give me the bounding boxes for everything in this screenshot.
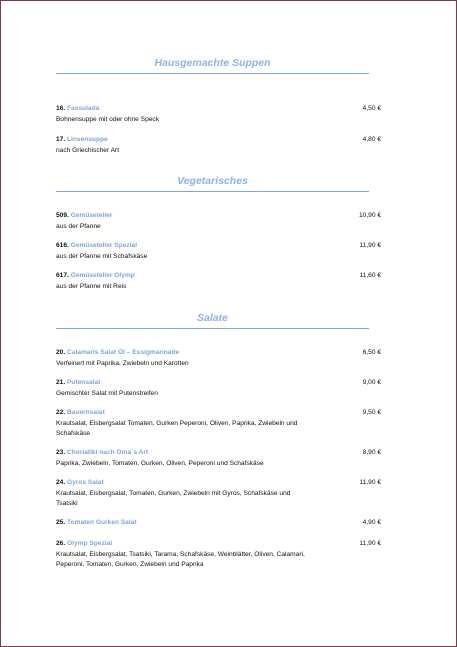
item-name: Bauernsalat	[67, 409, 105, 416]
item-number: 23.	[56, 449, 66, 456]
item-price: 9,00 €	[362, 379, 381, 386]
item-price: 11,60 €	[359, 272, 381, 279]
item-price: 8,90 €	[362, 449, 381, 456]
menu-item	[56, 518, 381, 529]
item-name: Choriatiki nach Oma´s Art	[67, 449, 149, 456]
section-divider	[56, 328, 369, 329]
item-description: aus der Pfanne mit Schafskäse	[56, 252, 148, 260]
item-price: 10,90 €	[359, 212, 381, 219]
menu-item	[56, 539, 381, 571]
item-name: Gemüseteller Olymp	[70, 272, 135, 279]
item-name: Putensalat	[67, 379, 101, 386]
item-price: 4,80 €	[362, 136, 381, 143]
item-number: 509.	[56, 212, 69, 219]
item-price: 4,90 €	[362, 519, 381, 526]
item-name: Gemüseteller	[70, 212, 113, 219]
menu-item	[56, 408, 381, 440]
item-description: aus der Pfanne	[56, 222, 101, 230]
item-name: Fassulada	[67, 105, 100, 112]
item-name: Gemüseteller Spezial	[70, 242, 138, 249]
item-number: 616.	[56, 242, 69, 249]
menu-item	[56, 104, 381, 125]
item-name: Calamaris Salat Öl – Essigmarinade	[67, 349, 180, 356]
item-price: 11,90 €	[359, 540, 381, 547]
item-number: 617.	[56, 272, 69, 279]
item-name: Linsensuppe	[67, 136, 108, 143]
item-number: 17.	[56, 136, 66, 143]
menu-item	[56, 348, 381, 369]
item-name: Olymp Spezial	[67, 540, 113, 547]
section-title-salate: Salate	[197, 312, 228, 324]
section-title-suppen: Hausgemachte Suppen	[154, 57, 271, 69]
item-description: Krautsalat, Eisbergsalat, Tomaten, Gurken, Zwiebeln mit Gyros, Schafskäse und Tsatsiki	[56, 489, 291, 507]
menu-item	[56, 448, 381, 469]
item-name: Gyros Salat	[67, 479, 104, 486]
item-description: nach Griechischer Art	[56, 146, 120, 154]
item-description: Gemischter Salat mit Putenstreifen	[56, 389, 158, 397]
item-number: 21.	[56, 379, 66, 386]
item-price: 11,90 €	[359, 479, 381, 486]
item-price: 4,50 €	[362, 105, 381, 112]
section-title-vegetarisches: Vegetarisches	[177, 175, 248, 187]
section-divider	[56, 191, 369, 192]
section-divider	[56, 73, 369, 74]
menu-item	[56, 241, 381, 262]
item-number: 16.	[56, 105, 66, 112]
menu-item	[56, 211, 381, 232]
item-description: aus der Pfanne mit Reis	[56, 282, 127, 290]
item-description: Paprika, Zwiebeln, Tomaten, Gurken, Oliven, Peperoni und Schafskäse	[56, 459, 264, 467]
menu-item	[56, 378, 381, 399]
item-price: 11,90 €	[359, 242, 381, 249]
item-description: Bohnensuppe mit oder ohne Speck	[56, 115, 160, 123]
menu-item	[56, 135, 381, 156]
item-description: Krautsalat, Eisbergsalat, Tsatsiki, Tarama, Schafskäse, Weinblätter, Oliven, Calamari, Peperoni, Tomaten, Gurken, Zwiebeln und Paprika	[56, 550, 305, 568]
item-number: 25.	[56, 519, 66, 526]
item-number: 24.	[56, 479, 66, 486]
item-name: Tomaten Gurken Salat	[67, 519, 137, 526]
item-price: 6,50 €	[362, 349, 381, 356]
menu-item	[56, 271, 381, 292]
item-number: 20.	[56, 349, 66, 356]
item-description: Krautsalat, Eisbergsalat Tomaten, Gurken Peperoni, Oliven, Paprika, Zwiebeln und Schafskäse	[56, 419, 298, 437]
item-number: 26.	[56, 540, 66, 547]
item-number: 22.	[56, 409, 66, 416]
menu-item	[56, 478, 381, 510]
item-description: Verfeinert mit Paprika, Zwiebeln und Karotten	[56, 359, 189, 367]
item-price: 9,50 €	[362, 409, 381, 416]
